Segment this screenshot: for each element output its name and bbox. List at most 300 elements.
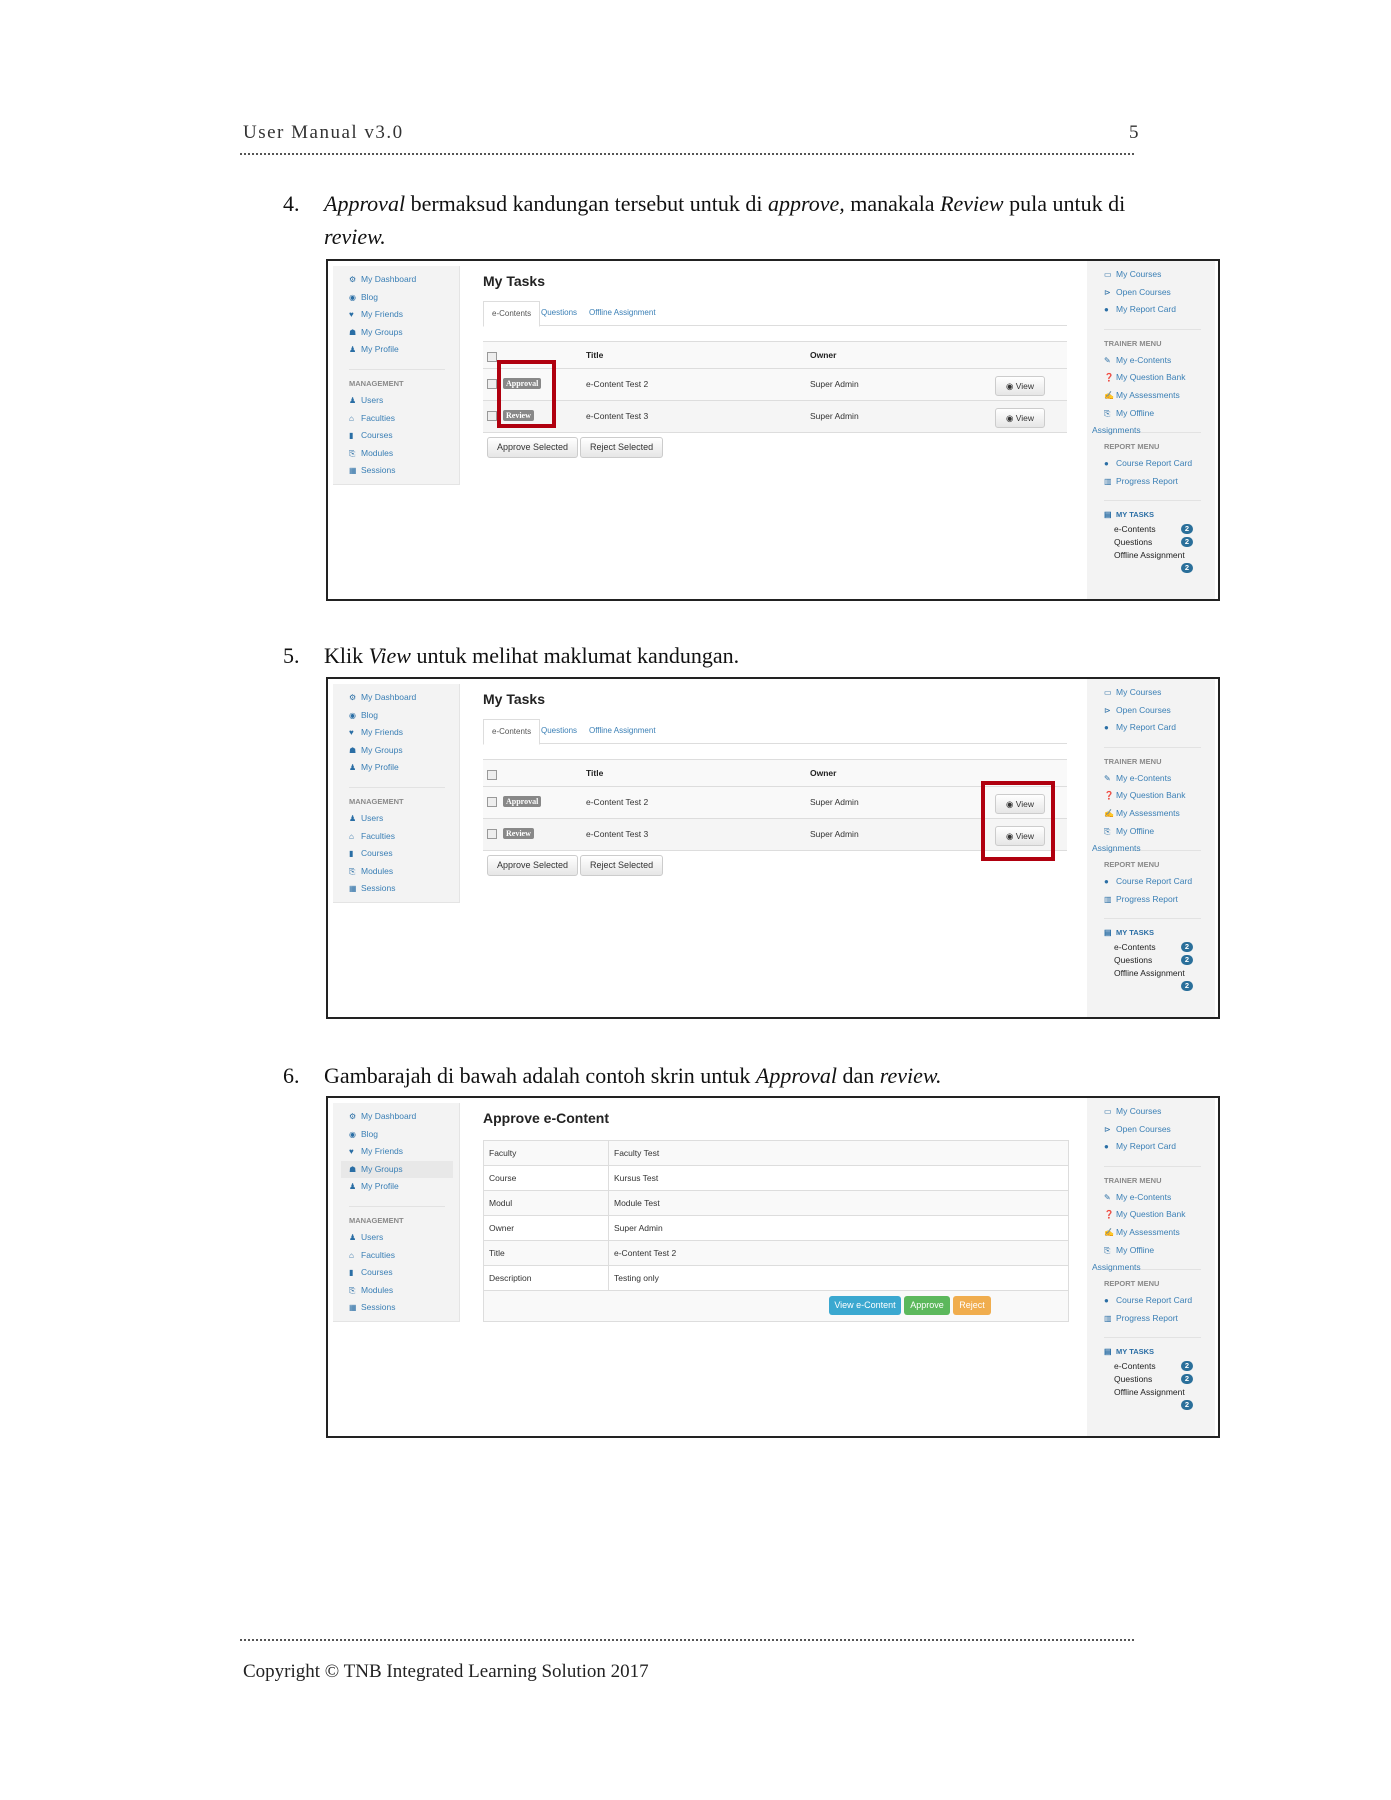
detail-value: Testing only xyxy=(608,1266,659,1290)
sidebar-item-my-e-contents[interactable] xyxy=(1104,770,1215,788)
select-all-checkbox[interactable] xyxy=(487,770,497,780)
sidebar-item-progress-report[interactable] xyxy=(1104,473,1215,491)
sidebar-item-my-groups[interactable] xyxy=(349,742,459,760)
sidebar-item-label: Open Courses xyxy=(1116,286,1171,297)
sidebar-item-label: Blog xyxy=(361,291,379,302)
view-label: View xyxy=(1015,413,1035,423)
sidebar-item-label: My Courses xyxy=(1116,687,1162,697)
sidebar-item-open-courses[interactable] xyxy=(1104,284,1215,302)
sidebar-item-label: Users xyxy=(361,812,384,823)
sidebar-item-my-offline[interactable] xyxy=(1092,405,1215,436)
reject-button[interactable]: Reject xyxy=(953,1296,991,1315)
task-link[interactable] xyxy=(1104,1360,1215,1373)
right-sidebar xyxy=(1087,679,1215,1017)
left-sidebar xyxy=(333,684,460,903)
task-link[interactable] xyxy=(1104,549,1215,575)
sidebar-item-my-dashboard[interactable] xyxy=(349,689,459,707)
tab-questions[interactable]: Questions xyxy=(541,726,578,735)
task-link[interactable] xyxy=(1104,967,1215,993)
detail-value: Module Test xyxy=(608,1191,660,1215)
heart-icon: ♥ xyxy=(349,728,354,738)
sidebar-item-label: Modules xyxy=(361,865,394,876)
sidebar-item-my-assessments[interactable] xyxy=(1104,387,1215,405)
copyright: Copyright © TNB Integrated Learning Solution 2017 xyxy=(243,1661,649,1682)
task-link[interactable] xyxy=(1104,523,1215,536)
file-icon: ⎘ xyxy=(1104,408,1111,418)
detail-value: e-Content Test 2 xyxy=(608,1241,676,1265)
sidebar-item-my-friends[interactable] xyxy=(349,724,459,742)
step-text: Approval xyxy=(324,191,406,216)
sidebar-item-label: My Friends xyxy=(361,1146,404,1157)
task-link[interactable] xyxy=(1104,536,1215,549)
home-icon: ⌂ xyxy=(349,831,354,841)
sidebar-item-label: My Report Card xyxy=(1116,304,1176,315)
doc-header-title: User Manual v3.0 xyxy=(243,122,404,143)
sidebar-item-courses[interactable] xyxy=(349,427,459,445)
sidebar-item-label: My Courses xyxy=(1116,269,1162,279)
sidebar-item-my-courses[interactable] xyxy=(1104,266,1215,284)
question-icon: ❓ xyxy=(1104,373,1114,383)
step-6 xyxy=(283,1059,1143,1092)
sidebar-item-open-courses[interactable] xyxy=(1104,1121,1215,1139)
sidebar-item-my-courses[interactable] xyxy=(1104,1103,1215,1121)
sidebar-item-my-profile[interactable] xyxy=(349,341,459,359)
trainer-menu-heading: TRAINER MENU xyxy=(1104,329,1201,352)
circle-icon: ● xyxy=(1104,1296,1109,1306)
step-text: manakala xyxy=(844,191,941,216)
sidebar-item-my-e-contents[interactable] xyxy=(1104,352,1215,370)
row-owner: Super Admin xyxy=(810,379,859,389)
detail-label: Description xyxy=(489,1273,532,1283)
sidebar-item-my-assessments[interactable] xyxy=(1104,1224,1215,1242)
edit-icon: ✍ xyxy=(1104,808,1114,818)
step-number: 6. xyxy=(283,1063,300,1088)
task-label: Questions xyxy=(1114,1374,1153,1385)
sidebar-item-progress-report[interactable] xyxy=(1104,1310,1215,1328)
sidebar-item-courses[interactable] xyxy=(349,845,459,863)
tasks-table xyxy=(483,759,1067,851)
detail-value: Faculty Test xyxy=(608,1141,659,1165)
sidebar-item-label: My Question Bank xyxy=(1116,790,1186,801)
sidebar-item-courses[interactable] xyxy=(349,1264,459,1282)
globe-icon: ◉ xyxy=(349,292,356,302)
step-text: bermaksud kandungan tersebut untuk di xyxy=(405,191,768,216)
row-title: e-Content Test 3 xyxy=(586,829,649,839)
screenshot-my-tasks-view xyxy=(326,677,1220,1019)
sidebar-item-my-report-card[interactable] xyxy=(1104,1138,1215,1156)
calendar-icon: ▦ xyxy=(349,1303,357,1313)
sidebar-item-label: Blog xyxy=(361,709,379,720)
step-number: 4. xyxy=(283,191,300,216)
globe-icon: ◉ xyxy=(349,1129,356,1139)
sidebar-item-label: Progress Report xyxy=(1116,1312,1178,1323)
approve-button[interactable]: Approve xyxy=(904,1296,950,1315)
task-link[interactable] xyxy=(1104,1386,1215,1412)
sidebar-item-my-courses[interactable] xyxy=(1104,684,1215,702)
dashboard-icon: ⚙ xyxy=(349,693,357,702)
task-link[interactable] xyxy=(1104,1373,1215,1386)
view-label: View xyxy=(1015,831,1035,841)
sidebar-item-label-cont: Assignments xyxy=(1092,425,1141,436)
status-label: Review xyxy=(503,828,534,839)
view-e-content-button[interactable]: View e-Content xyxy=(829,1296,901,1315)
sidebar-item-my-profile[interactable] xyxy=(349,759,459,777)
page-title: Approve e-Content xyxy=(483,1110,609,1126)
folder-icon: ▭ xyxy=(1104,270,1112,279)
step-text: Klik xyxy=(324,643,369,668)
sidebar-item-label: My Dashboard xyxy=(361,1111,417,1121)
view-label: View xyxy=(1015,799,1035,809)
sidebar-item-sessions[interactable] xyxy=(349,462,459,480)
sidebar-item-my-offline[interactable] xyxy=(1092,823,1215,854)
sidebar-item-label: Open Courses xyxy=(1116,1123,1171,1134)
status-label: Approval xyxy=(503,378,541,389)
book-icon: ▮ xyxy=(349,1268,354,1278)
task-count-badge: 2 xyxy=(1181,563,1193,573)
management-heading: MANAGEMENT xyxy=(349,369,445,392)
table-row xyxy=(483,401,1067,433)
sidebar-item-faculties[interactable] xyxy=(349,410,459,428)
sidebar-item-my-assessments[interactable] xyxy=(1104,805,1215,823)
trainer-menu-heading: TRAINER MENU xyxy=(1104,1166,1201,1189)
question-icon: ❓ xyxy=(1104,1210,1114,1220)
dashboard-icon: ⚙ xyxy=(349,275,357,284)
sidebar-item-label: Courses xyxy=(361,430,393,441)
eye-icon: ◉ xyxy=(1005,831,1016,841)
sidebar-item-label: My Assessments xyxy=(1116,389,1180,400)
sidebar-item-label: My Profile xyxy=(361,344,399,355)
my-tasks-label: MY TASKS xyxy=(1116,928,1155,938)
table-header xyxy=(483,341,1067,369)
step-text: pula untuk di xyxy=(1003,191,1126,216)
sidebar-item-label: Sessions xyxy=(361,1302,396,1313)
footer-divider xyxy=(240,1639,1134,1641)
step-text: Approval xyxy=(755,1063,837,1088)
right-sidebar xyxy=(1087,261,1215,599)
view-button[interactable] xyxy=(995,376,1045,396)
bar-chart-icon: ▥ xyxy=(1104,476,1112,486)
table-row xyxy=(483,819,1067,851)
sidebar-item-modules[interactable] xyxy=(349,1282,459,1300)
eye-icon: ◉ xyxy=(1005,799,1016,809)
sidebar-item-modules[interactable] xyxy=(349,863,459,881)
page-title: My Tasks xyxy=(483,273,545,289)
step-text: dan xyxy=(836,1063,880,1088)
sidebar-item-label: Faculties xyxy=(361,412,396,423)
column-title: Title xyxy=(586,350,604,360)
task-label: Offline Assignment xyxy=(1114,968,1185,979)
details-table xyxy=(483,1140,1069,1322)
detail-value: Super Admin xyxy=(608,1216,663,1240)
bar-chart-icon: ▥ xyxy=(1104,894,1112,904)
sidebar-item-open-courses[interactable] xyxy=(1104,702,1215,720)
sidebar-item-label: My Assessments xyxy=(1116,1226,1180,1237)
highlight-box xyxy=(497,360,556,428)
detail-label: Course xyxy=(489,1173,517,1183)
sidebar-item-blog[interactable] xyxy=(349,707,459,725)
dashboard-icon: ⚙ xyxy=(349,1112,357,1121)
task-label: Questions xyxy=(1114,955,1153,966)
sidebar-item-label: My Assessments xyxy=(1116,807,1180,818)
sidebar-item-blog[interactable] xyxy=(349,289,459,307)
user-icon: ♟ xyxy=(349,763,357,773)
management-heading: MANAGEMENT xyxy=(349,787,445,810)
sidebar-item-my-friends[interactable] xyxy=(349,306,459,324)
user-icon: ♟ xyxy=(349,813,357,823)
question-icon: ❓ xyxy=(1104,791,1114,801)
file-icon: ⎘ xyxy=(1104,1245,1111,1255)
file-icon: ⎘ xyxy=(349,448,356,458)
screenshot-approve-econtent xyxy=(326,1096,1220,1438)
file-icon: ⎘ xyxy=(1104,826,1111,836)
file-icon: ⎘ xyxy=(349,866,356,876)
detail-row xyxy=(484,1266,1068,1291)
sidebar-item-label: My Profile xyxy=(361,1181,399,1192)
view-label: View xyxy=(1015,381,1035,391)
step-text: review. xyxy=(879,1063,942,1088)
sidebar-item-my-report-card[interactable] xyxy=(1104,301,1215,319)
sidebar-item-my-question-bank[interactable] xyxy=(1104,787,1215,805)
edit-icon: ✍ xyxy=(1104,390,1114,400)
sidebar-item-label: Faculties xyxy=(361,1249,396,1260)
edit-icon: ✍ xyxy=(1104,1227,1114,1237)
sidebar-item-label: Courses xyxy=(361,848,393,859)
sidebar-item-label-cont: Assignments xyxy=(1092,843,1141,854)
table-row xyxy=(483,787,1067,819)
sidebar-item-label: My e-Contents xyxy=(1116,1191,1172,1202)
step-5 xyxy=(283,639,1143,672)
sidebar-item-faculties[interactable] xyxy=(349,1247,459,1265)
circle-icon: ● xyxy=(1104,723,1109,733)
highlight-box xyxy=(981,781,1055,861)
step-text: untuk melihat maklumat kandungan. xyxy=(410,643,740,668)
sidebar-item-label: My Courses xyxy=(1116,1106,1162,1116)
sidebar-item-label: Sessions xyxy=(361,465,396,476)
my-tasks-heading xyxy=(1104,500,1201,523)
sidebar-item-label: Users xyxy=(361,1231,384,1242)
sidebar-item-course-report-card[interactable] xyxy=(1104,1292,1215,1310)
folder-open-icon: ⊳ xyxy=(1104,287,1111,297)
detail-value: Kursus Test xyxy=(608,1166,658,1190)
sidebar-item-my-groups[interactable] xyxy=(349,324,459,342)
sidebar-item-my-friends[interactable] xyxy=(349,1143,459,1161)
tab-offline-assignment[interactable]: Offline Assignment xyxy=(589,726,656,735)
detail-label: Faculty xyxy=(489,1148,517,1158)
sidebar-item-label: Modules xyxy=(361,447,394,458)
column-owner: Owner xyxy=(810,350,837,360)
approve-selected-button[interactable]: Approve Selected xyxy=(487,855,578,876)
detail-label: Modul xyxy=(489,1198,513,1208)
page-title: My Tasks xyxy=(483,691,545,707)
book-icon: ▮ xyxy=(349,431,354,441)
page-number: 5 xyxy=(1129,122,1139,143)
folder-icon: ▭ xyxy=(1104,688,1112,697)
sidebar-item-my-e-contents[interactable] xyxy=(1104,1189,1215,1207)
view-button[interactable] xyxy=(995,408,1045,428)
report-menu-heading: REPORT MENU xyxy=(1104,1269,1201,1292)
circle-icon: ● xyxy=(1104,1142,1109,1152)
row-checkbox[interactable] xyxy=(487,829,497,839)
tasks-table xyxy=(483,341,1067,433)
folder-open-icon: ⊳ xyxy=(1104,705,1111,715)
sidebar-item-sessions[interactable] xyxy=(349,880,459,898)
eye-icon: ◉ xyxy=(1005,381,1016,391)
sidebar-item-label: Faculties xyxy=(361,830,396,841)
task-label: e-Contents xyxy=(1114,1361,1156,1372)
sidebar-item-label: My Offline xyxy=(1116,825,1155,836)
sidebar-item-my-profile[interactable] xyxy=(349,1178,459,1196)
eye-icon: ◉ xyxy=(1005,413,1016,423)
left-sidebar xyxy=(333,1103,460,1322)
sidebar-item-label: My Groups xyxy=(361,744,403,755)
pin-icon: ✎ xyxy=(1104,1192,1111,1202)
user-icon: ♟ xyxy=(349,345,357,355)
heart-icon: ♥ xyxy=(349,310,354,320)
sidebar-item-my-offline[interactable] xyxy=(1092,1242,1215,1273)
book-icon: ▮ xyxy=(349,849,354,859)
group-icon: ☗ xyxy=(349,745,357,755)
my-tasks-heading xyxy=(1104,918,1201,941)
task-label: Questions xyxy=(1114,537,1153,548)
sidebar-item-label: Course Report Card xyxy=(1116,1295,1193,1306)
table-header xyxy=(483,759,1067,787)
sidebar-item-progress-report[interactable] xyxy=(1104,891,1215,909)
tab-offline-assignment[interactable]: Offline Assignment xyxy=(589,308,656,317)
task-link[interactable] xyxy=(1104,954,1215,967)
tab-bar xyxy=(483,301,1067,326)
report-menu-heading: REPORT MENU xyxy=(1104,432,1201,455)
task-count-badge: 2 xyxy=(1181,1374,1193,1384)
sidebar-item-blog[interactable] xyxy=(349,1126,459,1144)
my-tasks-label: MY TASKS xyxy=(1116,510,1155,520)
globe-icon: ◉ xyxy=(349,710,356,720)
header-divider xyxy=(240,153,1134,155)
sidebar-item-my-report-card[interactable] xyxy=(1104,719,1215,737)
calendar-icon: ▦ xyxy=(349,466,357,476)
sidebar-item-label: Sessions xyxy=(361,883,396,894)
sidebar-item-sessions[interactable] xyxy=(349,1299,459,1317)
sidebar-item-label: My Friends xyxy=(361,309,404,320)
detail-label: Title xyxy=(489,1248,505,1258)
circle-icon: ● xyxy=(1104,305,1109,315)
tab-e-contents[interactable]: e-Contents xyxy=(483,301,540,327)
detail-row xyxy=(484,1216,1068,1241)
tasks-icon: ▤ xyxy=(1104,1347,1112,1357)
sidebar-item-label: My Groups xyxy=(361,1163,403,1174)
sidebar-item-my-dashboard[interactable] xyxy=(349,1108,459,1126)
sidebar-item-course-report-card[interactable] xyxy=(1104,455,1215,473)
row-title: e-Content Test 3 xyxy=(586,411,649,421)
column-title: Title xyxy=(586,768,604,778)
row-title: e-Content Test 2 xyxy=(586,797,649,807)
pin-icon: ✎ xyxy=(1104,773,1111,783)
my-tasks-heading xyxy=(1104,1337,1201,1360)
row-checkbox[interactable] xyxy=(487,411,497,421)
task-label: e-Contents xyxy=(1114,524,1156,535)
task-label: Offline Assignment xyxy=(1114,550,1185,561)
task-count-badge: 2 xyxy=(1181,1361,1193,1371)
bar-chart-icon: ▥ xyxy=(1104,1313,1112,1323)
sidebar-item-label: Blog xyxy=(361,1128,379,1139)
sidebar-item-label: My Profile xyxy=(361,762,399,773)
tasks-icon: ▤ xyxy=(1104,928,1112,938)
sidebar-item-label: My Dashboard xyxy=(361,692,417,702)
task-label: e-Contents xyxy=(1114,942,1156,953)
step-number: 5. xyxy=(283,643,300,668)
tab-questions[interactable]: Questions xyxy=(541,308,578,317)
sidebar-item-label: My e-Contents xyxy=(1116,354,1172,365)
detail-row xyxy=(484,1191,1068,1216)
sidebar-item-label: My Groups xyxy=(361,326,403,337)
circle-icon: ● xyxy=(1104,459,1109,469)
task-count-badge: 2 xyxy=(1181,537,1193,547)
status-label: Review xyxy=(503,410,534,421)
sidebar-item-my-question-bank[interactable] xyxy=(1104,369,1215,387)
tab-bar xyxy=(483,719,1067,744)
approve-selected-button[interactable]: Approve Selected xyxy=(487,437,578,458)
row-checkbox[interactable] xyxy=(487,797,497,807)
sidebar-item-my-question-bank[interactable] xyxy=(1104,1206,1215,1224)
select-all-checkbox[interactable] xyxy=(487,352,497,362)
calendar-icon: ▦ xyxy=(349,884,357,894)
status-label: Approval xyxy=(503,796,541,807)
sidebar-item-faculties[interactable] xyxy=(349,828,459,846)
screenshot-my-tasks-approval xyxy=(326,259,1220,601)
detail-row xyxy=(484,1141,1068,1166)
user-icon: ♟ xyxy=(349,395,357,405)
sidebar-item-users[interactable] xyxy=(349,810,459,828)
tab-e-contents[interactable]: e-Contents xyxy=(483,719,540,745)
group-icon: ☗ xyxy=(349,1164,357,1174)
sidebar-item-label: My Dashboard xyxy=(361,274,417,284)
trainer-menu-heading: TRAINER MENU xyxy=(1104,747,1201,770)
row-checkbox[interactable] xyxy=(487,379,497,389)
sidebar-item-label: My Offline xyxy=(1116,407,1155,418)
folder-icon: ▭ xyxy=(1104,1107,1112,1116)
row-title: e-Content Test 2 xyxy=(586,379,649,389)
task-link[interactable] xyxy=(1104,941,1215,954)
sidebar-item-my-groups[interactable] xyxy=(341,1161,453,1179)
sidebar-item-my-dashboard[interactable] xyxy=(349,271,459,289)
heart-icon: ♥ xyxy=(349,1147,354,1157)
pin-icon: ✎ xyxy=(1104,355,1111,365)
sidebar-item-label: My Question Bank xyxy=(1116,1209,1186,1220)
left-sidebar xyxy=(333,266,460,485)
home-icon: ⌂ xyxy=(349,1250,354,1260)
sidebar-item-label: Modules xyxy=(361,1284,394,1295)
detail-label: Owner xyxy=(489,1223,515,1233)
user-icon: ♟ xyxy=(349,1182,357,1192)
my-tasks-label: MY TASKS xyxy=(1116,1347,1155,1357)
sidebar-item-label: Progress Report xyxy=(1116,475,1178,486)
sidebar-item-label: Courses xyxy=(361,1267,393,1278)
reject-selected-button[interactable]: Reject Selected xyxy=(580,855,663,876)
sidebar-item-label: My Offline xyxy=(1116,1244,1155,1255)
sidebar-item-modules[interactable] xyxy=(349,445,459,463)
step-text: View xyxy=(368,643,411,668)
management-heading: MANAGEMENT xyxy=(349,1206,445,1229)
task-label: Offline Assignment xyxy=(1114,1387,1185,1398)
sidebar-item-label-cont: Assignments xyxy=(1092,1262,1141,1273)
sidebar-item-course-report-card[interactable] xyxy=(1104,873,1215,891)
report-menu-heading: REPORT MENU xyxy=(1104,850,1201,873)
home-icon: ⌂ xyxy=(349,413,354,423)
reject-selected-button[interactable]: Reject Selected xyxy=(580,437,663,458)
row-owner: Super Admin xyxy=(810,411,859,421)
sidebar-item-label: Open Courses xyxy=(1116,704,1171,715)
sidebar-item-users[interactable] xyxy=(349,392,459,410)
sidebar-item-users[interactable] xyxy=(349,1229,459,1247)
